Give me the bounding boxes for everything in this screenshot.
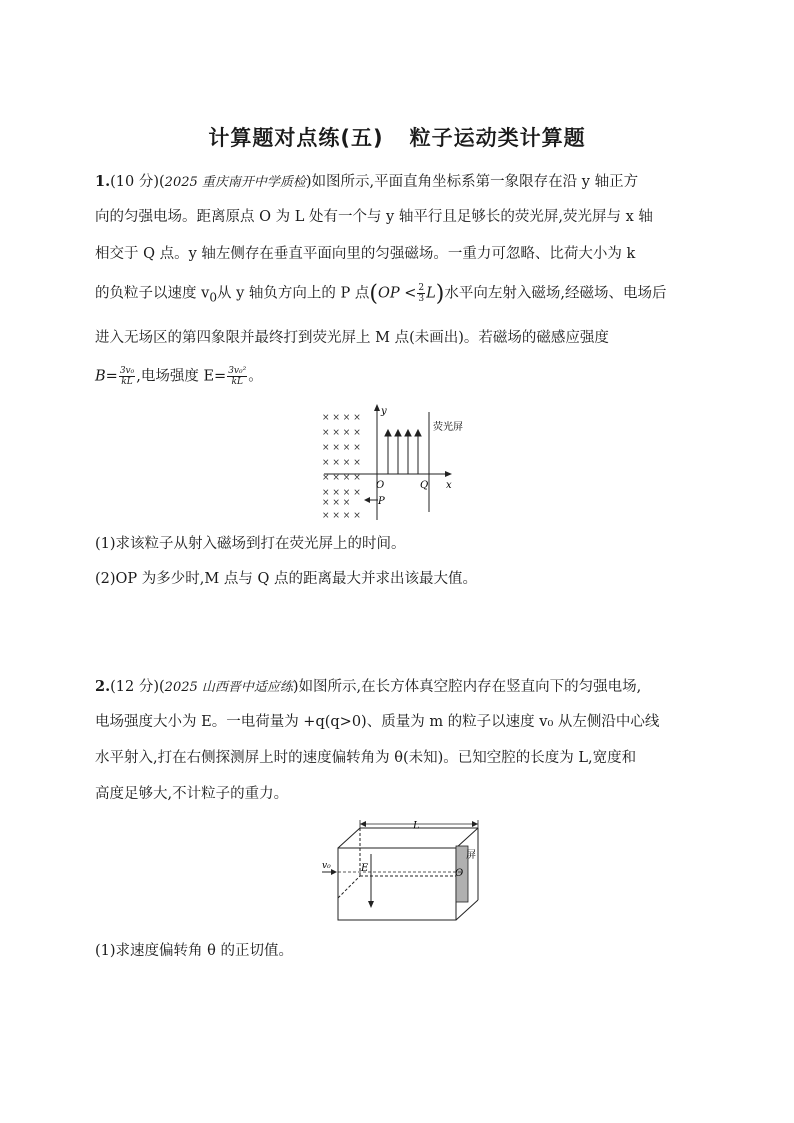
q1-line2: 向的匀强电场。距离原点 O 为 L 处有一个与 y 轴平行且足够长的荧光屏,荧光屏与 x 轴 — [95, 209, 653, 225]
electric-field-arrows — [385, 430, 421, 474]
o-label: O — [455, 868, 464, 879]
origin-label: O — [376, 480, 385, 491]
svg-text:× × × ×: × × × × — [322, 443, 361, 453]
q2-sub1: (1)求速度偏转角 θ 的正切值。 — [95, 943, 293, 959]
svg-text:× × × ×: × × × × — [322, 488, 361, 498]
svg-text:× × × ×: × × × × — [322, 473, 361, 483]
v0-label: v₀ — [322, 861, 331, 871]
svg-text:× × ×: × × × — [322, 498, 351, 508]
q-label: Q — [420, 480, 429, 491]
page-title — [0, 122, 794, 152]
y-label: y — [381, 406, 387, 417]
title-part1: 计算题对点练(五) — [208, 126, 384, 150]
screen-label: 荧光屏 — [433, 422, 463, 433]
q2-line3: 水平射入,打在右侧探测屏上时的速度偏转角为 θ(未知)。已知空腔的长度为 L,宽度和 — [95, 750, 637, 766]
q1-line4: 的负粒子以速度 $v_0$从 y 轴负方向上的 P 点(OP < $\frac{2}{3}$ L)水平向左射入磁场,经磁场、电场后 — [95, 281, 667, 307]
q2-line2: 电场强度大小为 E。一电荷量为 +q(q>0)、质量为 m 的粒子以速度 v₀ 从左侧沿中心线 — [95, 714, 660, 730]
q2-number: 2. — [95, 678, 111, 695]
q1-figure — [318, 402, 478, 524]
title-part2: 粒子运动类计算题 — [409, 126, 586, 150]
q1-sub1: (1)求该粒子从射入磁场到打在荧光屏上的时间。 — [95, 536, 406, 552]
magnetic-field-crosses — [322, 413, 361, 521]
screen-label: 屏 — [466, 850, 476, 861]
q2-line4: 高度足够大,不计粒子的重力。 — [95, 786, 289, 802]
q1-line6: B= $\frac{\text{3v₀}}{kL}$ ,电场强度 E= $\frac{\text{3v₀²}}{kL}$ 。 — [95, 366, 263, 387]
q2-source: 2025 山西晋中适应练 — [164, 680, 293, 695]
e-label: E — [361, 863, 369, 874]
q1-sub2: (2)OP 为多少时,M 点与 Q 点的距离最大并求出该最大值。 — [95, 571, 477, 587]
p-label: P — [378, 496, 385, 507]
q1-line5: 进入无场区的第四象限并最终打到荧光屏上 M 点(未画出)。若磁场的磁感应强度 — [95, 330, 609, 346]
q1-line3: 相交于 Q 点。y 轴左侧存在垂直平面向里的匀强磁场。一重力可忽略、比荷大小为 k — [95, 246, 636, 262]
svg-text:× × × ×: × × × × — [322, 458, 361, 468]
q1-line1: 1.(10 分)(2025 重庆南开中学质检)如图所示,平面直角坐标系第一象限存在沿 y 轴正方 — [95, 173, 639, 190]
q2-figure — [318, 818, 484, 924]
svg-text:× × × ×: × × × × — [322, 511, 361, 521]
l-label: L — [413, 820, 420, 832]
q1-source: 2025 重庆南开中学质检 — [164, 175, 306, 190]
q2-line1: 2.(12 分)(2025 山西晋中适应练)如图所示,在长方体真空腔内存在竖直向下的匀强电场, — [95, 678, 642, 695]
svg-text:× × × ×: × × × × — [322, 428, 361, 438]
x-label: x — [446, 480, 452, 491]
svg-text:× × × ×: × × × × — [322, 413, 361, 423]
q1-number: 1. — [95, 173, 111, 190]
